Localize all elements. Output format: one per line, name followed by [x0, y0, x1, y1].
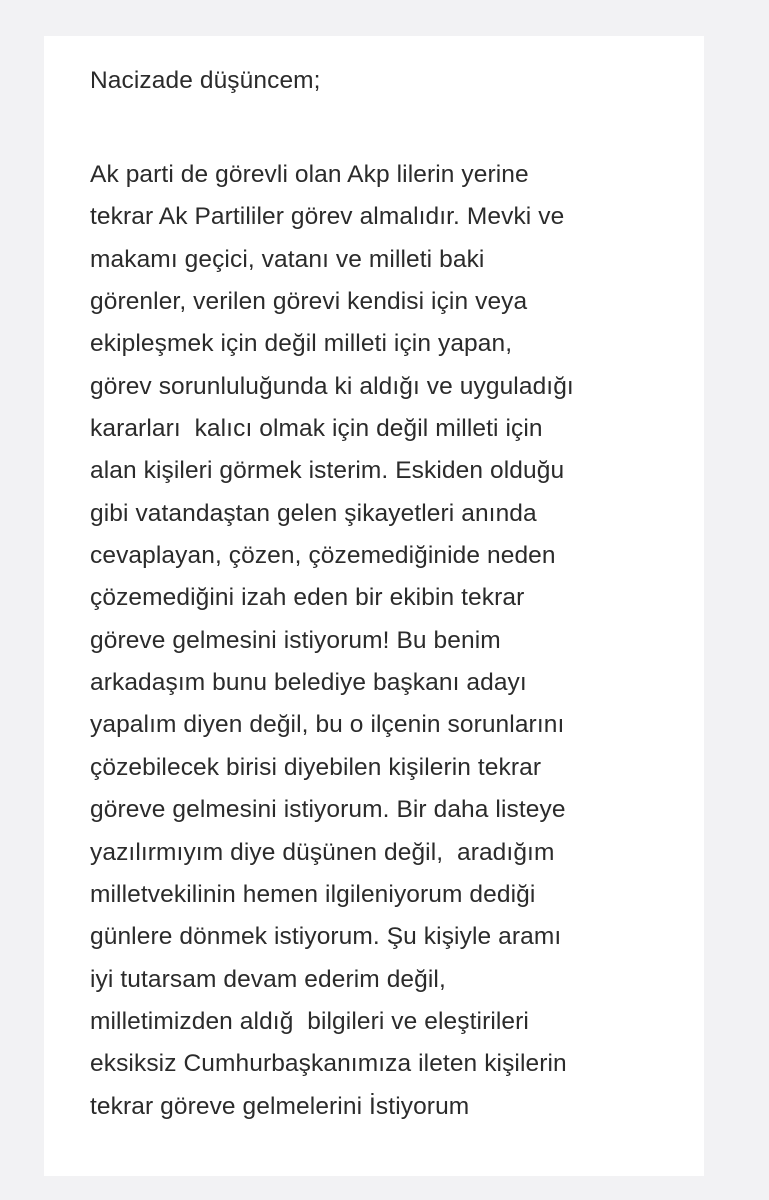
note-body — [90, 154, 690, 1128]
note-text — [90, 61, 690, 1128]
body-line: eksiksiz Cumhurbaşkanımıza ileten kişilerin — [90, 1050, 567, 1078]
body-line: tekrar göreve gelmelerini İstiyorum — [90, 1092, 470, 1120]
body-line: tekrar Ak Partililer görev almalıdır. Mevki ve — [90, 203, 565, 231]
body-line: arkadaşım bunu belediye başkanı adayı — [90, 669, 527, 697]
body-line: Ak parti de görevli olan Akp lilerin yerine — [90, 161, 529, 188]
note-greeting: Nacizade düşüncem; — [90, 67, 321, 94]
body-line: alan kişileri görmek isterim. Eskiden olduğu — [90, 457, 565, 485]
body-line: milletimizden aldığ bilgileri ve eleştirileri — [90, 1007, 529, 1035]
body-line: çözebilecek birisi diyebilen kişilerin tekrar — [90, 753, 542, 781]
body-line: ekipleşmek için değil milleti için yapan, — [90, 330, 513, 358]
body-line: milletvekilinin hemen ilgileniyorum dediği — [90, 880, 536, 908]
note-page — [44, 36, 704, 1176]
body-line: görenler, verilen görevi kendisi için veya — [90, 288, 528, 316]
paragraph-spacer — [90, 101, 690, 154]
body-line: gibi vatandaştan gelen şikayetleri anında — [90, 499, 537, 527]
body-line: günlere dönmek istiyorum. Şu kişiyle aramı — [90, 923, 562, 951]
body-line: görev sorunluluğunda ki aldığı ve uyguladığı — [90, 372, 574, 400]
body-line: göreve gelmesini istiyorum. Bir daha listeye — [90, 796, 566, 824]
body-line: yazılırmıyım diye düşünen değil, aradığım — [90, 838, 555, 866]
body-line: kararları kalıcı olmak için değil milleti için — [90, 415, 543, 443]
body-line: çözemediğini izah eden bir ekibin tekrar — [90, 584, 525, 612]
body-line: yapalım diyen değil, bu o ilçenin sorunlarını — [90, 711, 565, 739]
body-line: göreve gelmesini istiyorum! Bu benim — [90, 626, 501, 654]
body-line: makamı geçici, vatanı ve milleti baki — [90, 245, 485, 273]
body-line: iyi tutarsam devam ederim değil, — [90, 965, 446, 993]
body-line: cevaplayan, çözen, çözemediğinide neden — [90, 542, 556, 570]
